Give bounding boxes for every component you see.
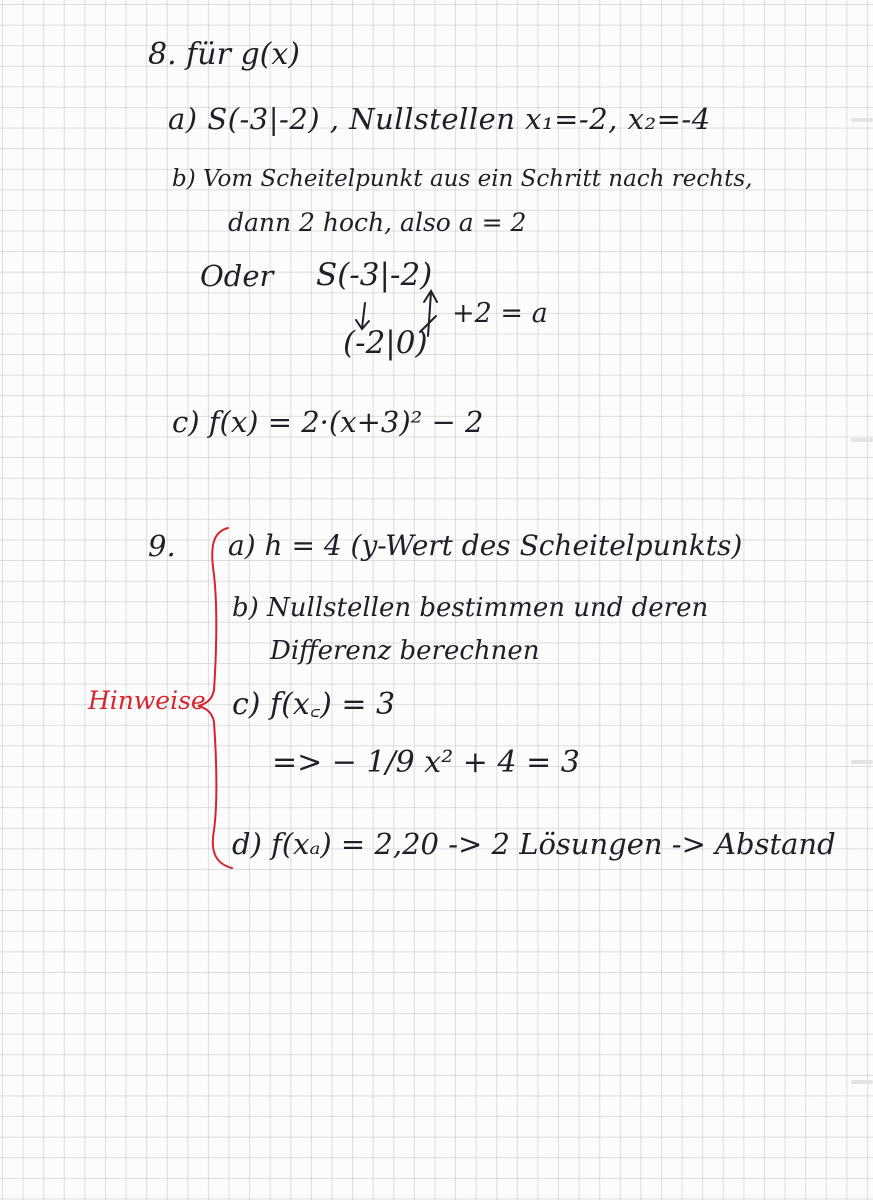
task8-heading: 8. für g(x) xyxy=(148,37,300,72)
task9-number: 9. xyxy=(148,529,176,563)
punch-hole-mark xyxy=(851,118,873,122)
task8-oder-step: +2 = a xyxy=(452,298,548,329)
task9-part-c-line1: c) f(x꜀) = 3 xyxy=(232,687,396,722)
task9-part-a: a) h = 4 (y-Wert des Scheitelpunkts) xyxy=(228,529,743,562)
task9-part-c-line2: => − 1/9 x² + 4 = 3 xyxy=(272,745,580,780)
task9-part-b-line1: b) Nullstellen bestimmen und deren xyxy=(232,593,709,623)
punch-hole-mark xyxy=(851,438,873,442)
task8-part-b-line2: dann 2 hoch, also a = 2 xyxy=(228,208,527,237)
hint-label: Hinweise xyxy=(88,686,206,715)
task8-part-b-line1: b) Vom Scheitelpunkt aus ein Schritt nach rechts, xyxy=(172,166,753,192)
punch-hole-mark xyxy=(851,1080,873,1084)
punch-hole-mark xyxy=(851,760,873,764)
task8-part-a: a) S(-3|-2) , Nullstellen x₁=-2, x₂=-4 xyxy=(168,102,711,136)
task8-oder-vertex: S(-3|-2) xyxy=(316,257,433,293)
task9-part-b-line2: Differenz berechnen xyxy=(270,636,540,666)
task8-part-c: c) f(x) = 2·(x+3)² − 2 xyxy=(172,405,484,439)
task8-oder-point: (-2|0) xyxy=(343,325,428,361)
task9-part-d: d) f(xₐ) = 2,20 -> 2 Lösungen -> Abstand xyxy=(232,827,836,861)
task8-oder-label: Oder xyxy=(200,259,274,293)
